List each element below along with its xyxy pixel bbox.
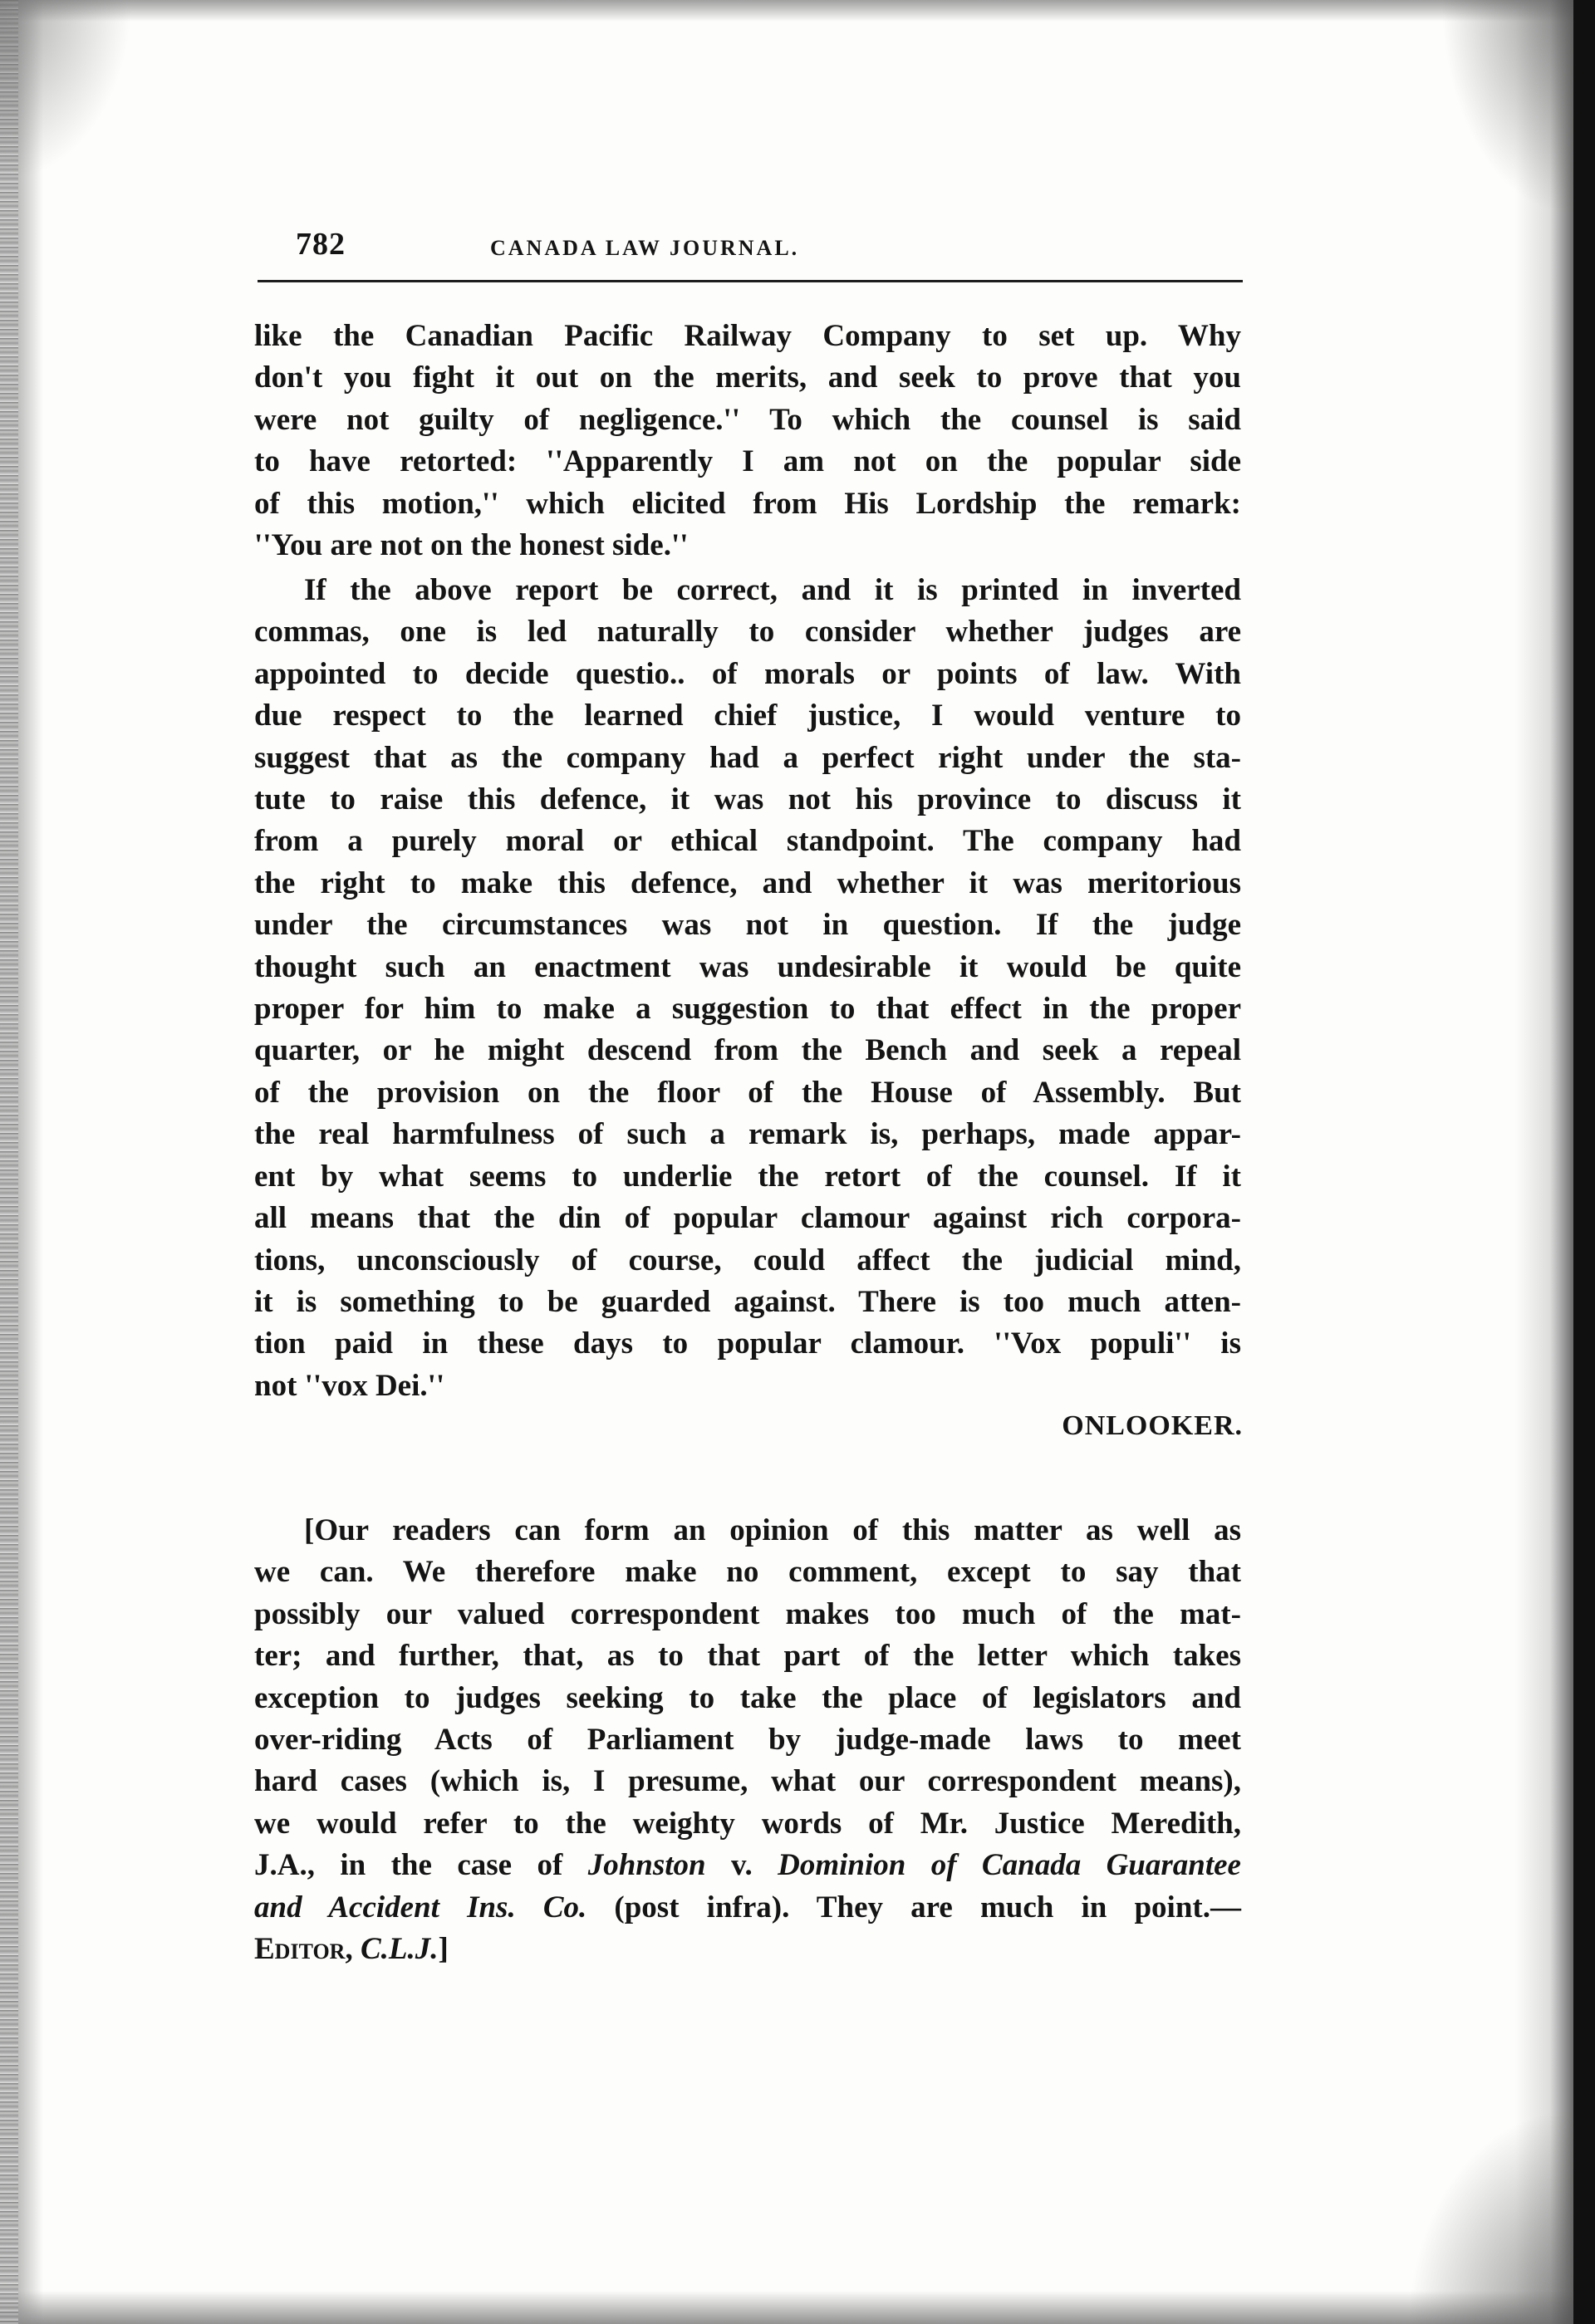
text-line: we can. We therefore make no comment, except to say that bbox=[254, 1555, 1241, 1590]
author-signature bbox=[1062, 1410, 1243, 1442]
text-line: possibly our valued correspondent makes too much of the mat- bbox=[254, 1596, 1241, 1631]
page-number: 782 bbox=[296, 227, 346, 262]
text-line: appointed to decide questio.. of morals or points of law. With bbox=[254, 656, 1241, 691]
text-line: over-riding Acts of Parliament by judge-made laws to meet bbox=[254, 1723, 1241, 1758]
case-suffix: (post infra). They are much in point.— bbox=[586, 1890, 1241, 1924]
page-edge-top bbox=[0, 0, 1595, 22]
editor-sign-off: Editor, C.L.J.] bbox=[254, 1932, 449, 1967]
paragraph-continued bbox=[254, 316, 1241, 566]
text-line: to have retorted: ''Apparently I am not on the popular side bbox=[254, 444, 1241, 479]
text-line: it is something to be guarded against. There is too much atten- bbox=[254, 1284, 1241, 1319]
text-line: exception to judges seeking to take the place of legislators and bbox=[254, 1680, 1241, 1715]
case-citation-line-2 bbox=[254, 1887, 1241, 1929]
text-line: hard cases (which is, I presume, what our correspondent means), bbox=[254, 1764, 1241, 1799]
case-plaintiff: Johnston bbox=[587, 1848, 706, 1883]
text-line: If the above report be correct, and it is printed in inverted bbox=[304, 573, 1241, 607]
case-defendant: Dominion of Canada Guarantee bbox=[778, 1848, 1241, 1883]
page-edge-left-shadow bbox=[18, 0, 43, 2324]
text-line: commas, one is led naturally to consider whether judges are bbox=[254, 615, 1241, 650]
closing-bracket: ] bbox=[438, 1932, 449, 1967]
editor-label: Editor bbox=[254, 1932, 346, 1967]
text-line: like the Canadian Pacific Railway Company to set up. Why bbox=[254, 319, 1241, 353]
case-defendant-continued: and Accident Ins. Co. bbox=[254, 1890, 587, 1924]
text-line: quarter, or he might descend from the Bench and seek a repeal bbox=[254, 1033, 1241, 1068]
page-corner-top-left bbox=[0, 0, 133, 183]
publication-abbrev: C.L.J. bbox=[360, 1932, 439, 1967]
page-edge-right bbox=[1573, 0, 1595, 2324]
text-line: thought such an enactment was undesirable it would be quite bbox=[254, 949, 1241, 984]
text-line: ent by what seems to underlie the retort of the counsel. If it bbox=[254, 1159, 1241, 1194]
paragraph-argument bbox=[254, 570, 1241, 1407]
page-corner-bottom-right bbox=[1407, 2108, 1573, 2324]
page-corner-top-right bbox=[1440, 0, 1573, 216]
text-line: under the circumstances was not in question. If the judge bbox=[254, 908, 1241, 943]
text-line: all means that the din of popular clamour against rich corpora- bbox=[254, 1201, 1241, 1236]
text-line: suggest that as the company had a perfect right under the sta- bbox=[254, 740, 1241, 775]
text-line: [Our readers can form an opinion of this matter as well as bbox=[304, 1513, 1241, 1547]
signature-text: ONLOOKER. bbox=[1062, 1410, 1243, 1441]
text-line: ter; and further, that, as to that part of the letter which takes bbox=[254, 1639, 1241, 1674]
text-line: from a purely moral or ethical standpoint. The company had bbox=[254, 824, 1241, 859]
text-line: the real harmfulness of such a remark is, perhaps, made appar- bbox=[254, 1117, 1241, 1152]
text-line: not ''vox Dei.'' bbox=[254, 1368, 445, 1403]
text-line: tute to raise this defence, it was not his province to discuss it bbox=[254, 782, 1241, 817]
page-edge-bottom bbox=[0, 2291, 1595, 2324]
running-head: CANADA LAW JOURNAL. bbox=[490, 236, 800, 260]
text-line: don't you fight it out on the merits, and seek to prove that you bbox=[254, 360, 1241, 395]
text-line: ''You are not on the honest side.'' bbox=[254, 528, 689, 563]
page-edge-right-shadow bbox=[1515, 0, 1573, 2324]
header-rule bbox=[258, 280, 1243, 282]
text-line: tion paid in these days to popular clamour. ''Vox populi'' is bbox=[254, 1326, 1241, 1361]
text-line: proper for him to make a suggestion to that effect in the proper bbox=[254, 992, 1241, 1027]
text-line: of this motion,'' which elicited from His Lordship the remark: bbox=[254, 486, 1241, 521]
text-line: we would refer to the weighty words of Mr. Justice Meredith, bbox=[254, 1806, 1241, 1841]
text-line: were not guilty of negligence.'' To which the counsel is said bbox=[254, 402, 1241, 437]
page-edge-left bbox=[0, 0, 18, 2324]
case-citation-line bbox=[254, 1845, 1241, 1886]
text-line: the right to make this defence, and whether it was meritorious bbox=[254, 865, 1241, 900]
case-versus: v. bbox=[705, 1848, 778, 1883]
case-prefix: J.A., in the case of bbox=[254, 1848, 588, 1883]
text-line: due respect to the learned chief justice, I would venture to bbox=[254, 699, 1241, 733]
text-line: of the provision on the floor of the House of Assembly. But bbox=[254, 1075, 1241, 1110]
text-line: tions, unconsciously of course, could affect the judicial mind, bbox=[254, 1243, 1241, 1277]
editor-note bbox=[254, 1510, 1241, 1970]
